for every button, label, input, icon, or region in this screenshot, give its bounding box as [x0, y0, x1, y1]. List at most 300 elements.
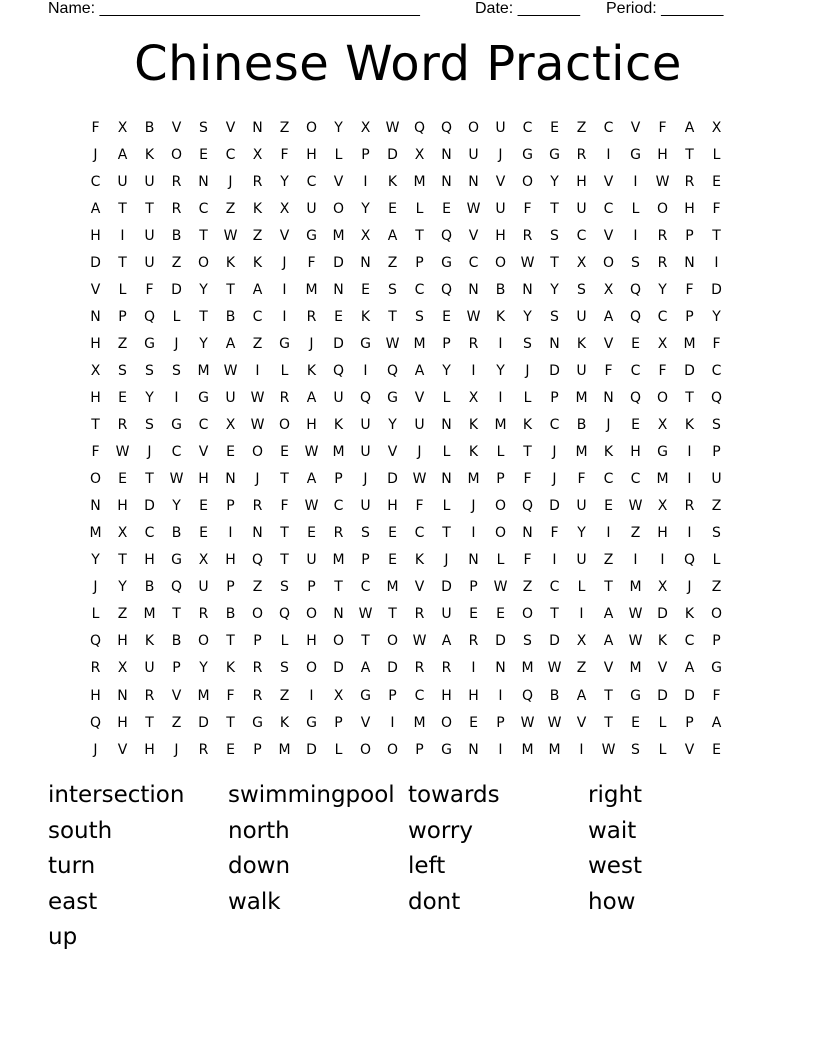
grid-letter[interactable]: Z	[171, 254, 182, 271]
grid-letter[interactable]: Z	[279, 119, 290, 136]
grid-letter[interactable]: K	[306, 362, 317, 379]
grid-letter[interactable]: H	[225, 552, 236, 569]
grid-letter[interactable]: O	[251, 606, 264, 623]
grid-letter[interactable]: G	[657, 444, 668, 461]
grid-letter[interactable]: S	[523, 633, 532, 650]
grid-letter[interactable]: C	[522, 119, 533, 136]
grid-letter[interactable]: L	[577, 579, 586, 596]
grid-letter[interactable]: N	[441, 173, 452, 190]
grid-letter[interactable]: R	[252, 660, 263, 677]
grid-letter[interactable]: W	[412, 633, 427, 650]
grid-letter[interactable]: T	[145, 200, 154, 217]
grid-letter[interactable]: Y	[334, 119, 343, 136]
grid-letter[interactable]: W	[358, 606, 373, 623]
grid-letter[interactable]: E	[361, 281, 370, 298]
grid-letter[interactable]: I	[606, 146, 611, 163]
grid-letter[interactable]: N	[441, 417, 452, 434]
grid-letter[interactable]: J	[93, 579, 98, 596]
grid-letter[interactable]: D	[711, 281, 722, 298]
grid-letter[interactable]: W	[547, 660, 562, 677]
grid-letter[interactable]: F	[280, 146, 289, 163]
grid-letter[interactable]: S	[118, 362, 127, 379]
grid-letter[interactable]: E	[631, 417, 640, 434]
grid-letter[interactable]: T	[604, 579, 613, 596]
grid-letter[interactable]: R	[198, 741, 209, 758]
grid-letter[interactable]: O	[494, 254, 507, 271]
grid-letter[interactable]: A	[387, 227, 398, 244]
grid-letter[interactable]: C	[414, 281, 425, 298]
grid-letter[interactable]: I	[633, 173, 638, 190]
grid-letter[interactable]: Z	[252, 579, 263, 596]
grid-letter[interactable]: L	[280, 362, 289, 379]
grid-letter[interactable]: H	[387, 498, 398, 515]
grid-letter[interactable]: J	[363, 471, 368, 488]
grid-letter[interactable]: M	[467, 471, 480, 488]
grid-letter[interactable]: C	[468, 254, 479, 271]
grid-letter[interactable]: K	[603, 444, 614, 461]
grid-letter[interactable]: P	[415, 741, 424, 758]
grid-letter[interactable]: V	[279, 227, 290, 244]
grid-letter[interactable]: C	[414, 525, 425, 542]
grid-letter[interactable]: V	[360, 714, 371, 731]
grid-letter[interactable]: I	[309, 687, 314, 704]
grid-letter[interactable]: O	[521, 173, 534, 190]
grid-letter[interactable]: P	[253, 633, 262, 650]
grid-letter[interactable]: N	[468, 281, 479, 298]
grid-letter[interactable]: N	[90, 498, 101, 515]
grid-letter[interactable]: Q	[440, 281, 453, 298]
grid-letter[interactable]: L	[91, 606, 100, 623]
grid-letter[interactable]: V	[387, 444, 398, 461]
grid-letter[interactable]: F	[145, 281, 154, 298]
grid-letter[interactable]: J	[93, 146, 98, 163]
grid-letter[interactable]: P	[685, 714, 694, 731]
grid-letter[interactable]: O	[494, 498, 507, 515]
grid-letter[interactable]: S	[280, 660, 289, 677]
grid-letter[interactable]: G	[306, 227, 317, 244]
grid-letter[interactable]: V	[576, 714, 587, 731]
grid-letter[interactable]: R	[468, 335, 479, 352]
grid-letter[interactable]: G	[522, 146, 533, 163]
grid-letter[interactable]: N	[549, 335, 560, 352]
grid-letter[interactable]: Z	[711, 498, 722, 515]
grid-letter[interactable]: S	[388, 281, 397, 298]
grid-letter[interactable]: Y	[523, 308, 532, 325]
grid-letter[interactable]: U	[360, 444, 371, 461]
grid-letter[interactable]: V	[468, 227, 479, 244]
grid-letter[interactable]: T	[199, 308, 208, 325]
grid-letter[interactable]: F	[712, 200, 721, 217]
grid-letter[interactable]: I	[390, 714, 395, 731]
grid-letter[interactable]: Y	[91, 552, 100, 569]
grid-letter[interactable]: X	[657, 335, 668, 352]
grid-letter[interactable]: L	[523, 389, 532, 406]
grid-letter[interactable]: O	[251, 444, 264, 461]
grid-letter[interactable]: R	[252, 498, 263, 515]
grid-letter[interactable]: H	[144, 552, 155, 569]
grid-letter[interactable]: I	[471, 525, 476, 542]
grid-letter[interactable]: Y	[118, 579, 127, 596]
grid-letter[interactable]: X	[468, 389, 479, 406]
grid-letter[interactable]: C	[306, 173, 317, 190]
grid-letter[interactable]: T	[91, 417, 100, 434]
grid-letter[interactable]: K	[684, 417, 695, 434]
grid-letter[interactable]: B	[171, 525, 182, 542]
grid-letter[interactable]: E	[550, 119, 559, 136]
grid-letter[interactable]: N	[90, 308, 101, 325]
grid-letter[interactable]: X	[360, 227, 371, 244]
grid-letter[interactable]: M	[332, 227, 345, 244]
grid-letter[interactable]: G	[387, 389, 398, 406]
grid-letter[interactable]: Q	[143, 308, 156, 325]
grid-letter[interactable]: K	[684, 606, 695, 623]
grid-letter[interactable]: J	[444, 552, 449, 569]
grid-letter[interactable]: O	[467, 119, 480, 136]
grid-letter[interactable]: W	[466, 200, 481, 217]
grid-letter[interactable]: U	[576, 308, 587, 325]
grid-letter[interactable]: D	[387, 660, 398, 677]
grid-letter[interactable]: O	[332, 633, 345, 650]
grid-letter[interactable]: S	[415, 308, 424, 325]
grid-letter[interactable]: J	[309, 335, 314, 352]
grid-letter[interactable]: V	[603, 227, 614, 244]
grid-letter[interactable]: M	[89, 525, 102, 542]
grid-letter[interactable]: P	[172, 660, 181, 677]
grid-letter[interactable]: Q	[629, 281, 642, 298]
grid-letter[interactable]: J	[255, 471, 260, 488]
grid-letter[interactable]: U	[441, 606, 452, 623]
grid-letter[interactable]: H	[576, 173, 587, 190]
grid-letter[interactable]: I	[363, 362, 368, 379]
grid-letter[interactable]: F	[577, 471, 586, 488]
grid-letter[interactable]: A	[117, 146, 128, 163]
grid-letter[interactable]: R	[252, 173, 263, 190]
grid-letter[interactable]: W	[493, 579, 508, 596]
grid-letter[interactable]: H	[657, 525, 668, 542]
grid-letter[interactable]: H	[495, 227, 506, 244]
grid-letter[interactable]: P	[685, 227, 694, 244]
grid-letter[interactable]: W	[547, 714, 562, 731]
grid-letter[interactable]: Z	[252, 227, 263, 244]
grid-letter[interactable]: J	[228, 173, 233, 190]
grid-letter[interactable]: N	[468, 173, 479, 190]
grid-letter[interactable]: X	[90, 362, 101, 379]
grid-letter[interactable]: A	[603, 308, 614, 325]
grid-letter[interactable]: F	[658, 119, 667, 136]
grid-letter[interactable]: C	[630, 362, 641, 379]
grid-letter[interactable]: N	[333, 606, 344, 623]
grid-letter[interactable]: W	[601, 741, 616, 758]
grid-letter[interactable]: L	[334, 741, 343, 758]
grid-letter[interactable]: U	[117, 173, 128, 190]
grid-letter[interactable]: D	[549, 362, 560, 379]
grid-letter[interactable]: K	[225, 660, 236, 677]
grid-letter[interactable]: M	[413, 173, 426, 190]
grid-letter[interactable]: C	[549, 579, 560, 596]
grid-letter[interactable]: K	[576, 335, 587, 352]
grid-letter[interactable]: L	[631, 200, 640, 217]
grid-letter[interactable]: X	[198, 552, 209, 569]
grid-letter[interactable]: G	[711, 660, 722, 677]
grid-letter[interactable]: E	[388, 525, 397, 542]
grid-letter[interactable]: V	[414, 389, 425, 406]
grid-letter[interactable]: I	[498, 335, 503, 352]
grid-letter[interactable]: D	[171, 281, 182, 298]
grid-letter[interactable]: K	[468, 417, 479, 434]
grid-letter[interactable]: K	[495, 308, 506, 325]
grid-letter[interactable]: Q	[170, 579, 183, 596]
grid-letter[interactable]: M	[197, 687, 210, 704]
grid-letter[interactable]: U	[333, 389, 344, 406]
grid-letter[interactable]: A	[306, 471, 317, 488]
grid-letter[interactable]: O	[386, 633, 399, 650]
grid-letter[interactable]: F	[523, 552, 532, 569]
grid-letter[interactable]: I	[606, 525, 611, 542]
grid-letter[interactable]: H	[441, 687, 452, 704]
grid-letter[interactable]: N	[441, 146, 452, 163]
grid-letter[interactable]: M	[143, 606, 156, 623]
grid-letter[interactable]: Y	[712, 308, 721, 325]
grid-letter[interactable]: X	[333, 687, 344, 704]
grid-letter[interactable]: O	[440, 714, 453, 731]
grid-letter[interactable]: Z	[711, 579, 722, 596]
grid-letter[interactable]: D	[441, 579, 452, 596]
grid-letter[interactable]: D	[333, 254, 344, 271]
grid-letter[interactable]: P	[253, 741, 262, 758]
period-field-label[interactable]: Period: _______	[606, 0, 724, 17]
grid-letter[interactable]: M	[305, 281, 318, 298]
grid-letter[interactable]: S	[172, 362, 181, 379]
grid-letter[interactable]: T	[118, 200, 127, 217]
grid-letter[interactable]: X	[279, 200, 290, 217]
grid-letter[interactable]: T	[334, 579, 343, 596]
grid-letter[interactable]: P	[469, 579, 478, 596]
grid-letter[interactable]: X	[711, 119, 722, 136]
grid-letter[interactable]: W	[385, 119, 400, 136]
grid-letter[interactable]: J	[498, 146, 503, 163]
grid-letter[interactable]: K	[144, 633, 155, 650]
grid-letter[interactable]: D	[387, 146, 398, 163]
grid-letter[interactable]: O	[710, 606, 723, 623]
grid-letter[interactable]: R	[171, 200, 182, 217]
grid-letter[interactable]: E	[118, 471, 127, 488]
grid-letter[interactable]: S	[523, 335, 532, 352]
grid-letter[interactable]: H	[90, 335, 101, 352]
grid-letter[interactable]: E	[388, 200, 397, 217]
grid-letter[interactable]: S	[361, 525, 370, 542]
grid-letter[interactable]: D	[549, 498, 560, 515]
grid-letter[interactable]: Y	[442, 362, 451, 379]
grid-letter[interactable]: T	[523, 444, 532, 461]
grid-letter[interactable]: L	[118, 281, 127, 298]
grid-letter[interactable]: C	[711, 362, 722, 379]
grid-letter[interactable]: P	[226, 579, 235, 596]
grid-letter[interactable]: X	[603, 281, 614, 298]
grid-letter[interactable]: Z	[603, 552, 614, 569]
grid-letter[interactable]: J	[525, 362, 530, 379]
grid-letter[interactable]: S	[550, 308, 559, 325]
grid-letter[interactable]: R	[657, 227, 668, 244]
grid-letter[interactable]: E	[307, 525, 316, 542]
grid-letter[interactable]: D	[657, 687, 668, 704]
grid-letter[interactable]: G	[441, 741, 452, 758]
grid-letter[interactable]: Q	[413, 119, 426, 136]
grid-letter[interactable]: G	[144, 335, 155, 352]
grid-letter[interactable]: X	[252, 146, 263, 163]
grid-letter[interactable]: N	[360, 254, 371, 271]
grid-letter[interactable]: Q	[440, 119, 453, 136]
grid-letter[interactable]: X	[657, 579, 668, 596]
grid-letter[interactable]: I	[687, 525, 692, 542]
grid-letter[interactable]: R	[522, 227, 533, 244]
grid-letter[interactable]: D	[198, 714, 209, 731]
grid-letter[interactable]: M	[413, 714, 426, 731]
grid-letter[interactable]: W	[655, 173, 670, 190]
grid-letter[interactable]: E	[199, 146, 208, 163]
grid-letter[interactable]: Y	[550, 173, 559, 190]
grid-letter[interactable]: R	[414, 606, 425, 623]
grid-letter[interactable]: V	[90, 281, 101, 298]
grid-letter[interactable]: C	[576, 227, 587, 244]
grid-letter[interactable]: I	[255, 362, 260, 379]
grid-letter[interactable]: D	[684, 687, 695, 704]
grid-letter[interactable]: R	[198, 606, 209, 623]
grid-letter[interactable]: L	[442, 444, 451, 461]
grid-letter[interactable]: K	[252, 254, 263, 271]
grid-letter[interactable]: L	[658, 741, 667, 758]
grid-letter[interactable]: T	[442, 525, 451, 542]
grid-letter[interactable]: O	[89, 471, 102, 488]
grid-letter[interactable]: C	[414, 687, 425, 704]
grid-letter[interactable]: W	[466, 308, 481, 325]
grid-letter[interactable]: P	[442, 335, 451, 352]
grid-letter[interactable]: O	[602, 254, 615, 271]
grid-letter[interactable]: K	[657, 633, 668, 650]
grid-letter[interactable]: Z	[522, 579, 533, 596]
grid-letter[interactable]: F	[523, 200, 532, 217]
grid-letter[interactable]: N	[468, 741, 479, 758]
grid-letter[interactable]: J	[552, 471, 557, 488]
grid-letter[interactable]: Y	[145, 389, 154, 406]
grid-letter[interactable]: K	[333, 417, 344, 434]
grid-letter[interactable]: V	[414, 579, 425, 596]
grid-letter[interactable]: U	[198, 579, 209, 596]
grid-letter[interactable]: T	[712, 227, 721, 244]
grid-letter[interactable]: M	[521, 741, 534, 758]
grid-letter[interactable]: C	[657, 308, 668, 325]
grid-letter[interactable]: L	[415, 200, 424, 217]
grid-letter[interactable]: S	[145, 417, 154, 434]
grid-letter[interactable]: T	[145, 714, 154, 731]
grid-letter[interactable]: C	[198, 200, 209, 217]
grid-letter[interactable]: V	[333, 173, 344, 190]
grid-letter[interactable]: M	[656, 471, 669, 488]
grid-letter[interactable]: X	[117, 119, 128, 136]
grid-letter[interactable]: O	[521, 606, 534, 623]
grid-letter[interactable]: S	[631, 741, 640, 758]
grid-letter[interactable]: P	[496, 471, 505, 488]
grid-letter[interactable]: B	[549, 687, 560, 704]
grid-letter[interactable]: H	[468, 687, 479, 704]
grid-letter[interactable]: H	[90, 227, 101, 244]
grid-letter[interactable]: I	[714, 254, 719, 271]
grid-letter[interactable]: B	[225, 308, 236, 325]
grid-letter[interactable]: P	[334, 714, 343, 731]
grid-letter[interactable]: L	[280, 633, 289, 650]
grid-letter[interactable]: U	[306, 200, 317, 217]
grid-letter[interactable]: U	[360, 498, 371, 515]
grid-letter[interactable]: R	[657, 254, 668, 271]
grid-letter[interactable]: D	[144, 498, 155, 515]
grid-letter[interactable]: C	[225, 146, 236, 163]
grid-letter[interactable]: U	[576, 552, 587, 569]
grid-letter[interactable]: T	[685, 389, 694, 406]
grid-letter[interactable]: C	[630, 471, 641, 488]
grid-letter[interactable]: O	[305, 606, 318, 623]
grid-letter[interactable]: H	[117, 633, 128, 650]
grid-letter[interactable]: C	[603, 200, 614, 217]
grid-letter[interactable]: F	[712, 687, 721, 704]
grid-letter[interactable]: M	[575, 444, 588, 461]
grid-letter[interactable]: T	[604, 714, 613, 731]
grid-letter[interactable]: X	[657, 498, 668, 515]
grid-letter[interactable]: W	[169, 471, 184, 488]
grid-letter[interactable]: G	[360, 687, 371, 704]
grid-letter[interactable]: P	[334, 471, 343, 488]
grid-letter[interactable]: R	[117, 417, 128, 434]
grid-letter[interactable]: B	[576, 417, 587, 434]
grid-letter[interactable]: O	[278, 417, 291, 434]
grid-letter[interactable]: I	[552, 552, 557, 569]
grid-letter[interactable]: E	[712, 173, 721, 190]
grid-letter[interactable]: T	[280, 471, 289, 488]
grid-letter[interactable]: H	[306, 146, 317, 163]
grid-letter[interactable]: Q	[278, 606, 291, 623]
grid-letter[interactable]: V	[117, 741, 128, 758]
grid-letter[interactable]: J	[687, 579, 692, 596]
grid-letter[interactable]: W	[628, 633, 643, 650]
grid-letter[interactable]: L	[442, 389, 451, 406]
grid-letter[interactable]: T	[280, 552, 289, 569]
grid-letter[interactable]: S	[631, 254, 640, 271]
grid-letter[interactable]: T	[388, 308, 397, 325]
grid-letter[interactable]: M	[629, 579, 642, 596]
grid-letter[interactable]: K	[414, 552, 425, 569]
grid-letter[interactable]: A	[90, 200, 101, 217]
grid-letter[interactable]: J	[552, 444, 557, 461]
grid-letter[interactable]: F	[604, 362, 613, 379]
grid-letter[interactable]: H	[657, 146, 668, 163]
grid-letter[interactable]: G	[252, 714, 263, 731]
grid-letter[interactable]: A	[603, 606, 614, 623]
grid-letter[interactable]: K	[468, 444, 479, 461]
grid-letter[interactable]: S	[577, 281, 586, 298]
grid-letter[interactable]: V	[171, 119, 182, 136]
grid-letter[interactable]: H	[117, 498, 128, 515]
grid-letter[interactable]: G	[630, 687, 641, 704]
grid-letter[interactable]: E	[118, 389, 127, 406]
grid-letter[interactable]: I	[282, 281, 287, 298]
grid-letter[interactable]: R	[333, 525, 344, 542]
grid-letter[interactable]: Z	[171, 714, 182, 731]
grid-letter[interactable]: V	[603, 660, 614, 677]
grid-letter[interactable]: L	[172, 308, 181, 325]
grid-letter[interactable]: R	[684, 173, 695, 190]
grid-letter[interactable]: Q	[359, 389, 372, 406]
grid-letter[interactable]: O	[656, 389, 669, 406]
grid-letter[interactable]: P	[685, 308, 694, 325]
grid-letter[interactable]: F	[685, 281, 694, 298]
